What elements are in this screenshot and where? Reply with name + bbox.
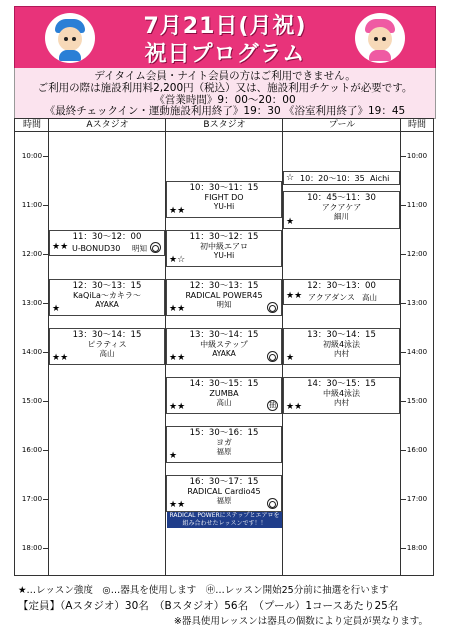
lesson-note-banner: RADICAL POWERにステップとエアロを組み合わせたレッスンです！！ xyxy=(167,512,282,528)
lesson-card-studio-a[interactable] xyxy=(49,230,165,256)
lesson-time: 15：30～16：15 xyxy=(189,428,259,438)
tick-mark xyxy=(400,352,406,353)
time-label: 14:00 xyxy=(406,348,428,356)
time-label: 18:00 xyxy=(21,544,43,552)
notice-line: ご利用の際は施設利用料2,200円（税込）又は、施設利用チケットが必要です。 xyxy=(37,82,413,94)
intensity-stars: ★★ xyxy=(286,291,303,301)
lesson-card-studio-b[interactable] xyxy=(166,475,282,512)
notice-hours: 《営業時間》9：00～20：00 xyxy=(154,94,296,106)
lesson-name: 初級4泳法 xyxy=(322,340,361,349)
lesson-card-studio-b[interactable] xyxy=(166,328,282,365)
lesson-name: ピラティス xyxy=(87,340,127,349)
time-label: 12:00 xyxy=(406,250,428,258)
intensity-stars: ★★ xyxy=(52,242,69,252)
col-header-studio-b: Bスタジオ xyxy=(166,119,283,132)
lesson-instructor: AYAKA xyxy=(95,300,119,309)
notice-line: デイタイム会員・ナイト会員の方はご利用できません。 xyxy=(94,70,356,82)
lesson-time: 13：30～14：15 xyxy=(189,330,259,340)
time-label: 15:00 xyxy=(406,397,428,405)
lesson-card-studio-b[interactable] xyxy=(166,181,282,218)
time-label: 12:00 xyxy=(21,250,43,258)
tick-mark xyxy=(400,548,406,549)
lesson-time: 12：30～13：15 xyxy=(189,281,259,291)
lesson-card-pool[interactable] xyxy=(283,279,400,305)
lesson-instructor: 高山 xyxy=(99,349,115,358)
lesson-time: 11：30～12：00 xyxy=(72,232,142,242)
tick-mark xyxy=(43,548,49,549)
equipment-icon xyxy=(267,351,278,362)
page-title: 7月21日(月祝) xyxy=(143,14,307,39)
col-header-time-left: 時間 xyxy=(15,119,49,132)
intensity-stars: ★ xyxy=(52,304,61,314)
lesson-instructor: 細川 xyxy=(334,212,349,221)
tick-mark xyxy=(400,156,406,157)
tick-mark xyxy=(43,450,49,451)
lesson-time: 12：30～13：00 xyxy=(307,281,376,291)
capacity-text: 【定員】（Aスタジオ）30名 （Bスタジオ）56名 （プール）1コースあたり25名 xyxy=(18,600,399,612)
tick-mark xyxy=(43,499,49,500)
intensity-stars: ★★ xyxy=(169,206,186,216)
intensity-stars: ★★ xyxy=(169,304,186,314)
lesson-card-pool[interactable] xyxy=(283,171,400,185)
legend-text: ★…レッスン強度 ◎…器具を使用します ㊥…レッスン開始25分前に抽選を行います xyxy=(18,585,389,596)
lesson-card-studio-a[interactable] xyxy=(49,279,165,316)
intensity-stars: ★★ xyxy=(169,353,186,363)
tick-mark xyxy=(400,254,406,255)
lesson-instructor: 福原 xyxy=(216,496,232,505)
time-label: 13:00 xyxy=(406,299,428,307)
lesson-card-pool[interactable] xyxy=(283,191,400,229)
lesson-card-studio-b[interactable] xyxy=(166,279,282,316)
lesson-time: 14：30～15：15 xyxy=(307,379,376,389)
time-label: 13:00 xyxy=(21,299,43,307)
time-label: 16:00 xyxy=(406,446,428,454)
lesson-name: アクアダンス xyxy=(308,293,356,302)
lesson-time: 13：30～14：15 xyxy=(72,330,142,340)
lesson-time: 10：30～11：15 xyxy=(189,183,259,193)
time-label: 10:00 xyxy=(406,152,428,160)
lesson-card-studio-b[interactable] xyxy=(166,377,282,414)
lesson-name: ZUMBA xyxy=(209,389,239,398)
tick-mark xyxy=(400,499,406,500)
intensity-stars: ★ xyxy=(169,451,178,461)
intensity-stars: ★ xyxy=(286,217,295,227)
lesson-time: 16：30～17：15 xyxy=(189,477,259,487)
lottery-icon: 抽 xyxy=(269,401,276,409)
header-banner xyxy=(14,6,436,70)
tick-mark xyxy=(400,205,406,206)
time-label: 14:00 xyxy=(21,348,43,356)
tick-mark xyxy=(43,205,49,206)
lesson-instructor: 明知 xyxy=(216,300,232,309)
time-label: 17:00 xyxy=(21,495,43,503)
mascot-girl-icon xyxy=(355,13,405,63)
lesson-time: 10：20～10：35 xyxy=(300,174,365,183)
col-header-studio-a: Aスタジオ xyxy=(49,119,166,132)
lesson-time: 12：30～13：15 xyxy=(72,281,142,291)
intensity-stars: ★★ xyxy=(52,353,69,363)
lesson-card-studio-b[interactable] xyxy=(166,230,282,267)
lesson-time: 10：45～11：30 xyxy=(307,193,376,203)
lesson-instructor: YU-Hi xyxy=(213,202,235,211)
col-header-pool: プール xyxy=(283,119,401,132)
tick-mark xyxy=(400,401,406,402)
lesson-instructor: YU-Hi xyxy=(213,251,235,260)
lesson-card-studio-b[interactable] xyxy=(166,426,282,463)
notice-last-checkin: 《最終チェックイン・運動施設利用終了》19：30 《浴室利用終了》19：45 xyxy=(44,105,406,117)
lesson-time: 11：30～12：15 xyxy=(189,232,259,242)
tick-mark xyxy=(400,450,406,451)
equipment-icon xyxy=(267,498,278,509)
lesson-name: アクアケア xyxy=(321,203,362,212)
intensity-stars: ★★ xyxy=(286,402,303,412)
intensity-stars: ★☆ xyxy=(169,255,186,265)
page-subtitle: 祝日プログラム xyxy=(144,42,306,67)
lesson-instructor: AYAKA xyxy=(212,349,236,358)
lesson-name: RADICAL Cardio45 xyxy=(187,487,261,496)
lesson-card-studio-a[interactable] xyxy=(49,328,165,365)
intensity-stars: ★★ xyxy=(169,500,186,510)
lesson-card-pool[interactable] xyxy=(283,328,400,365)
intensity-stars: ★ xyxy=(286,353,295,363)
tick-mark xyxy=(43,401,49,402)
lesson-instructor: 高山 xyxy=(216,398,232,407)
lesson-name: 初中級エアロ xyxy=(200,242,248,251)
equipment-icon xyxy=(150,242,161,253)
lesson-name: RADICAL POWER45 xyxy=(185,291,263,300)
time-label: 17:00 xyxy=(406,495,428,503)
lesson-instructor: 明知 xyxy=(132,244,147,253)
lesson-name: U-BONUD30 xyxy=(72,244,121,253)
intensity-stars: ★★ xyxy=(169,402,186,412)
lesson-name: 中級ステップ xyxy=(200,340,248,349)
col-header-time-right: 時間 xyxy=(401,119,433,132)
time-label: 18:00 xyxy=(406,544,428,552)
time-label: 16:00 xyxy=(21,446,43,454)
notice-box xyxy=(14,68,436,119)
tick-mark xyxy=(400,303,406,304)
footer xyxy=(14,580,434,632)
lesson-instructor: 内村 xyxy=(334,398,349,407)
schedule-grid xyxy=(14,118,434,576)
lesson-name: 中級4泳法 xyxy=(322,389,361,398)
time-label: 11:00 xyxy=(21,201,43,209)
lesson-time: 14：30～15：15 xyxy=(189,379,259,389)
tick-mark xyxy=(43,156,49,157)
lesson-name: KaQiLa～カキラ～ xyxy=(73,291,141,300)
time-label: 10:00 xyxy=(21,152,43,160)
lesson-card-pool[interactable] xyxy=(283,377,400,414)
intensity-stars: ☆ xyxy=(286,173,295,183)
divider xyxy=(400,119,401,575)
time-label: 11:00 xyxy=(406,201,428,209)
lesson-name: Aichi xyxy=(370,174,390,183)
lesson-time: 13：30～14：15 xyxy=(307,330,376,340)
lesson-instructor: 内村 xyxy=(334,349,349,358)
lesson-instructor: 福原 xyxy=(216,447,232,456)
time-label: 15:00 xyxy=(21,397,43,405)
capacity-note: ※器具使用レッスンは器具の個数により定員が異なります。 xyxy=(173,616,428,627)
equipment-icon xyxy=(267,302,278,313)
lesson-instructor: 高山 xyxy=(362,293,377,302)
lesson-name: FIGHT DO xyxy=(204,193,244,202)
lesson-name: ヨガ xyxy=(216,438,232,447)
